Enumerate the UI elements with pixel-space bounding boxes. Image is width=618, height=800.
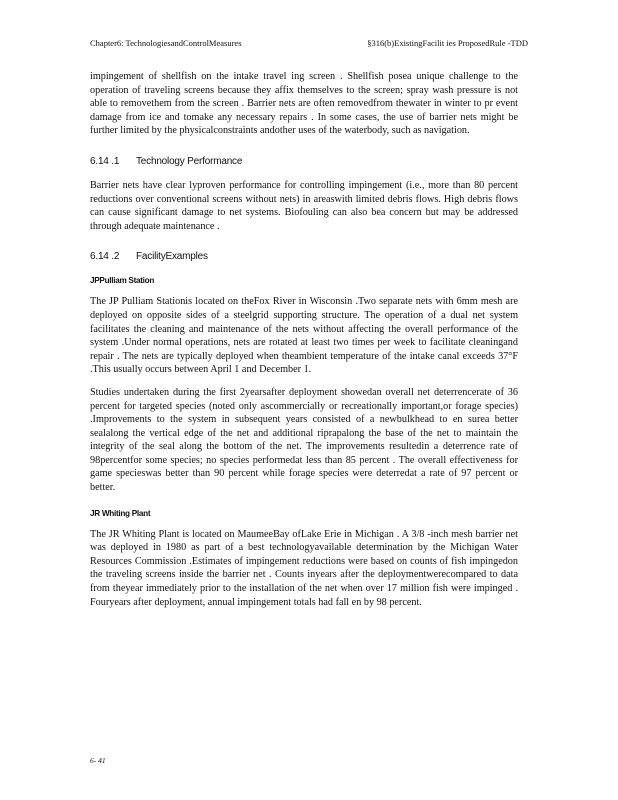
subheading-jr-whiting: JR Whiting Plant — [90, 508, 151, 518]
subheading-jp-pulliam: JPPulliam Station — [90, 276, 155, 286]
page-header — [90, 38, 528, 48]
section-heading-technology-performance — [90, 156, 518, 167]
section-title: FacilityExamples — [136, 251, 208, 263]
pulliam-paragraph-2: Studies undertaken during the first 2yearsafter deployment showedan overall net deterrencerate of 36 percent for targeted species (noted only ascommercially or recreationally important,or forage species) .Improvements to the system in subsequent years consisted of a newbulkhead to en surea better sealalong the vertical edge of the net and additional riprapalong the base of the net to maintain the integrity of the seal along the bottom of the net. The improvements resultedin a deterrence rate of 98percentfor some species; no species performedat less than 85 percent . The overall effectiveness for game specieswas better than 90 percent while forage species were deterredat a rate of 97 percent or better. — [90, 386, 518, 494]
technology-paragraph: Barrier nets have clear lyproven performance for controlling impingement (i.e., more than 80 percent reductions over conventional screens without nets) in areaswith limited debris flows. High debris flows can cause significant damage to net systems. Biofouling can also bea concern but may be addressed through adequate maintenance . — [90, 179, 518, 232]
whiting-paragraph: The JR Whiting Plant is located on MaumeeBay ofLake Erie in Michigan . A 3/8 -inch mesh barrier net was deployed in 1980 as part of a best technologyavailable determination by the Michigan Water Resources Commission .Estimates of impingement reductions were based on counts of fish impingedon the traveling screens inside the barrier net . Counts inyears after the deploymentwerecompared to data from theyear immediately prior to the installation of the net when over 17 million fish were impinged . Fouryears after deployment, annual impingement totals had fall en by 98 percent. — [90, 528, 518, 608]
section-number: 6.14 .1 — [90, 155, 120, 167]
header-rule: §316(b)ExistingFacilit ies ProposedRule -TDD — [367, 38, 528, 48]
pulliam-paragraph-1: The JP Pulliam Stationis located on theFox River in Wisconsin .Two separate nets with 6mm mesh are deployed on opposite sides of a steelgrid supporting structure. The operation of a dual net system facilitates the cleaning and maintenance of the nets without affecting the overall performance of the system .Under normal operations, nets are rotated at least two times per week to facilitate cleaningand repair . The nets are typically deployed when theambient temperature of the intake canal exceeds 37°F .This usually occurs between April 1 and December 1. — [90, 296, 518, 376]
page-number: 6- 41 — [90, 756, 106, 765]
section-number: 6.14 .2 — [90, 251, 120, 263]
document-body — [90, 70, 518, 618]
section-heading-facility-examples — [90, 251, 518, 262]
intro-paragraph: impingement of shellfish on the intake travel ing screen . Shellfish posea unique challenge to the operation of traveling screens because they affix themselves to the screen; spray wash pressure is not able to removethem from the screen . Barrier nets are often removedfrom thewater in winter to pr event damage from ice and tomake any necessary repairs . In some cases, the use of barrier nets might be further limited by the physicalconstraints andother uses of the waterbody, such as navigation. — [90, 71, 518, 137]
header-chapter: Chapter6: TechnologiesandControlMeasures — [90, 38, 242, 48]
section-title: Technology Performance — [136, 155, 243, 167]
